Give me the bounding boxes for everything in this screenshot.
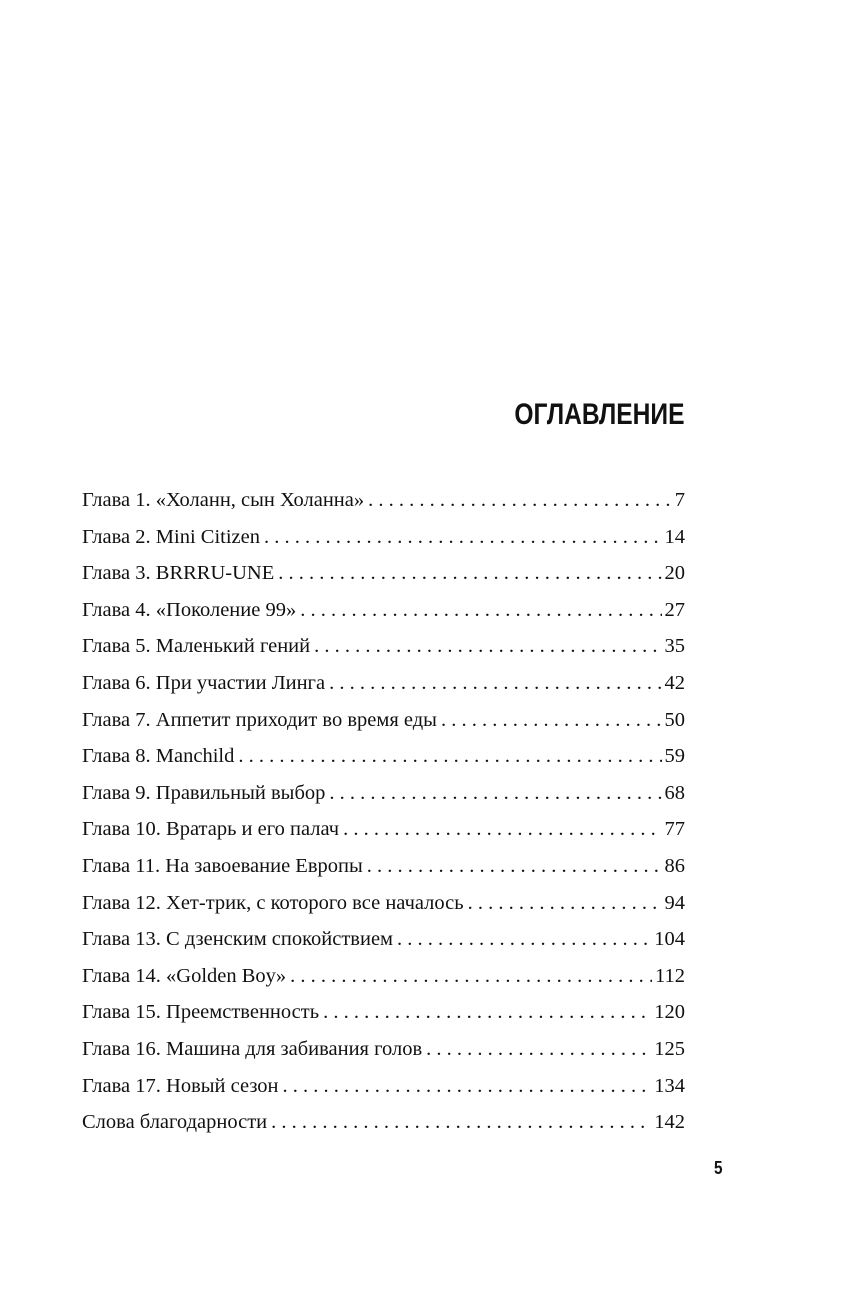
toc-entry-title: Глава 15. Преемственность: [82, 1001, 320, 1024]
dot-leader: [397, 921, 651, 958]
toc-entry-title: Слова благодарности: [82, 1111, 268, 1134]
toc-entry-title: Глава 5. Маленький гений: [82, 635, 311, 658]
toc-entry-title: Глава 1. «Холанн, сын Холанна»: [82, 489, 365, 511]
toc-entry-page: 134: [654, 1074, 685, 1097]
toc-entry-title: Глава 14. «Golden Boy»: [82, 964, 287, 987]
dot-leader: [343, 811, 661, 848]
dot-leader: [283, 1068, 652, 1105]
toc-entry-page: 68: [664, 781, 685, 804]
toc-entry-page: 50: [664, 708, 685, 731]
dot-leader: [426, 1031, 651, 1068]
toc-entry-title: Глава 16. Машина для забивания голов: [82, 1037, 423, 1060]
toc-entry[interactable]: [82, 665, 685, 702]
toc-entry-page: 120: [654, 1001, 685, 1024]
toc-entry-title: Глава 2. Mini Citizen: [82, 525, 260, 548]
dot-leader: [468, 885, 662, 922]
dot-leader: [314, 628, 661, 665]
dot-leader: [278, 555, 661, 592]
toc-entry-title: Глава 4. «Поколение 99»: [82, 598, 297, 621]
toc-entry-title: Глава 3. BRRRU-UNE: [82, 562, 275, 585]
toc-entry-page: 77: [664, 818, 685, 841]
toc-entry[interactable]: [82, 1104, 685, 1141]
page-number: 5: [714, 1158, 723, 1178]
toc-entry[interactable]: [82, 775, 685, 812]
toc-entry-title: Глава 8. Manchild: [82, 745, 235, 768]
toc-entry-title: Глава 7. Аппетит приходит во время еды: [82, 708, 437, 731]
page-title: ОГЛАВЛЕНИЕ: [514, 398, 685, 431]
toc-entry-title: Глава 10. Вратарь и его палач: [82, 818, 340, 841]
toc-entry-page: 125: [654, 1037, 685, 1060]
toc-entry[interactable]: [82, 482, 685, 519]
toc-entry-page: 7: [674, 489, 685, 511]
toc-entry-title: Глава 17. Новый сезон: [82, 1074, 279, 1097]
toc-entry[interactable]: [82, 738, 685, 775]
dot-leader: [271, 1104, 651, 1141]
dot-leader: [290, 958, 652, 995]
table-of-contents: [82, 482, 685, 1141]
dot-leader: [368, 482, 672, 519]
dot-leader: [367, 848, 662, 885]
toc-entry-page: 20: [664, 562, 685, 585]
toc-entry-page: 14: [664, 525, 685, 548]
toc-entry-page: 27: [664, 598, 685, 621]
toc-entry[interactable]: [82, 958, 685, 995]
toc-entry[interactable]: [82, 555, 685, 592]
toc-entry[interactable]: [82, 885, 685, 922]
toc-entry-title: Глава 11. На завоевание Европы: [82, 854, 363, 877]
toc-entry[interactable]: [82, 811, 685, 848]
toc-entry[interactable]: [82, 519, 685, 556]
toc-entry[interactable]: [82, 921, 685, 958]
toc-entry-page: 104: [654, 928, 685, 951]
toc-entry-page: 112: [655, 964, 685, 987]
dot-leader: [441, 702, 662, 739]
dot-leader: [264, 519, 662, 556]
dot-leader: [323, 994, 651, 1031]
toc-entry-page: 59: [664, 745, 685, 768]
toc-entry-title: Глава 12. Хет-трик, с которого все началось: [82, 891, 464, 914]
toc-entry[interactable]: [82, 994, 685, 1031]
toc-entry-page: 86: [664, 854, 685, 877]
dot-leader: [238, 738, 661, 775]
toc-entry[interactable]: [82, 848, 685, 885]
dot-leader: [329, 665, 661, 702]
toc-entry[interactable]: [82, 702, 685, 739]
toc-entry-page: 35: [664, 635, 685, 658]
toc-entry-title: Глава 9. Правильный выбор: [82, 781, 326, 804]
toc-entry-title: Глава 13. С дзенским спокойствием: [82, 928, 394, 951]
toc-entry[interactable]: [82, 1068, 685, 1105]
dot-leader: [329, 775, 661, 812]
toc-entry[interactable]: [82, 592, 685, 629]
toc-entry-page: 142: [654, 1111, 685, 1134]
toc-entry[interactable]: [82, 1031, 685, 1068]
toc-entry-page: 42: [664, 671, 685, 694]
toc-entry-page: 94: [664, 891, 685, 914]
toc-entry-title: Глава 6. При участии Линга: [82, 671, 326, 694]
dot-leader: [300, 592, 661, 629]
toc-entry[interactable]: [82, 628, 685, 665]
